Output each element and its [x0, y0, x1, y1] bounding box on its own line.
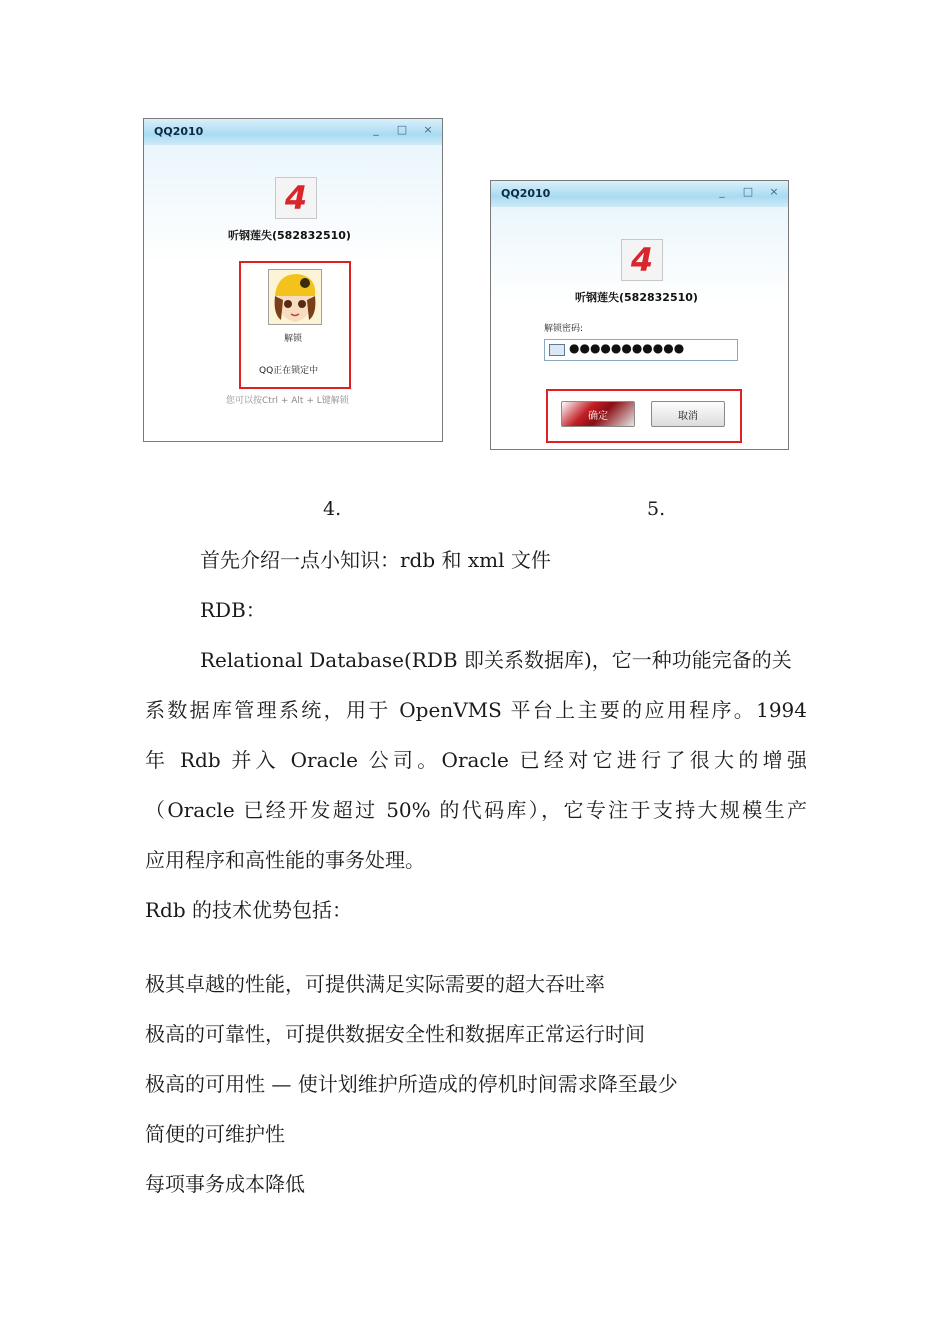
close-icon[interactable]: ×: [423, 123, 433, 136]
desc-line-5: 应用程序和高性能的事务处理。: [145, 848, 425, 872]
window-title: QQ2010: [154, 125, 204, 138]
avatar[interactable]: [268, 269, 322, 325]
advantage-item: 每项事务成本降低: [145, 1172, 305, 1196]
unlock-label[interactable]: 解锁: [284, 334, 303, 344]
confirm-button[interactable]: 确定: [561, 401, 635, 427]
advantage-item: 极高的可靠性，可提供数据安全性和数据库正常运行时间: [145, 1022, 645, 1046]
intro-line: 首先介绍一点小知识：rdb 和 xml 文件: [200, 548, 551, 572]
desc-line-3: 年 Rdb 并入 Oracle 公司。Oracle 已经对它进行了很大的增强: [145, 748, 807, 772]
maximize-icon[interactable]: □: [396, 123, 408, 136]
figure-caption-4: 4.: [323, 498, 342, 520]
unlock-hint: 您可以按Ctrl + Alt + L键解锁: [226, 396, 349, 406]
lock-status: QQ正在锁定中: [259, 366, 319, 376]
window-title: QQ2010: [501, 187, 551, 200]
minimize-icon[interactable]: _: [373, 123, 379, 136]
qq-lock-window: [143, 118, 443, 442]
advantages-heading: Rdb 的技术优势包括：: [145, 898, 353, 922]
qq-unlock-window: [490, 180, 789, 450]
account-name: 听钢莲失(582832510): [228, 229, 351, 242]
maximize-icon[interactable]: □: [742, 185, 754, 198]
cancel-button[interactable]: 取消: [651, 401, 725, 427]
advantage-item: 简便的可维护性: [145, 1122, 285, 1146]
advantage-item: 极其卓越的性能，可提供满足实际需要的超大吞吐率: [145, 972, 605, 996]
title-bar: [491, 181, 788, 207]
password-mask: ●●●●●●●●●●●: [569, 341, 685, 355]
desc-line-4: （Oracle 已经开发超过 50% 的代码库），它专注于支持大规模生产: [145, 798, 807, 822]
desc-line-1: Relational Database(RDB 即关系数据库)，它一种功能完备的关: [200, 648, 792, 672]
figure-caption-5: 5.: [647, 498, 666, 520]
close-icon[interactable]: ×: [769, 185, 779, 198]
keyboard-icon[interactable]: [549, 344, 565, 356]
account-name: 听钢莲失(582832510): [575, 291, 698, 304]
minimize-icon[interactable]: _: [719, 185, 725, 198]
rdb-heading: RDB：: [200, 598, 266, 622]
password-input[interactable]: [544, 339, 738, 361]
desc-line-2: 系数据库管理系统，用于 OpenVMS 平台上主要的应用程序。1994: [145, 698, 807, 722]
qq-logo-icon: 4: [621, 239, 663, 281]
password-label: 解锁密码:: [544, 324, 584, 334]
qq-logo-icon: 4: [275, 177, 317, 219]
advantage-item: 极高的可用性 — 使计划维护所造成的停机时间需求降至最少: [145, 1072, 678, 1096]
title-bar: [144, 119, 442, 145]
